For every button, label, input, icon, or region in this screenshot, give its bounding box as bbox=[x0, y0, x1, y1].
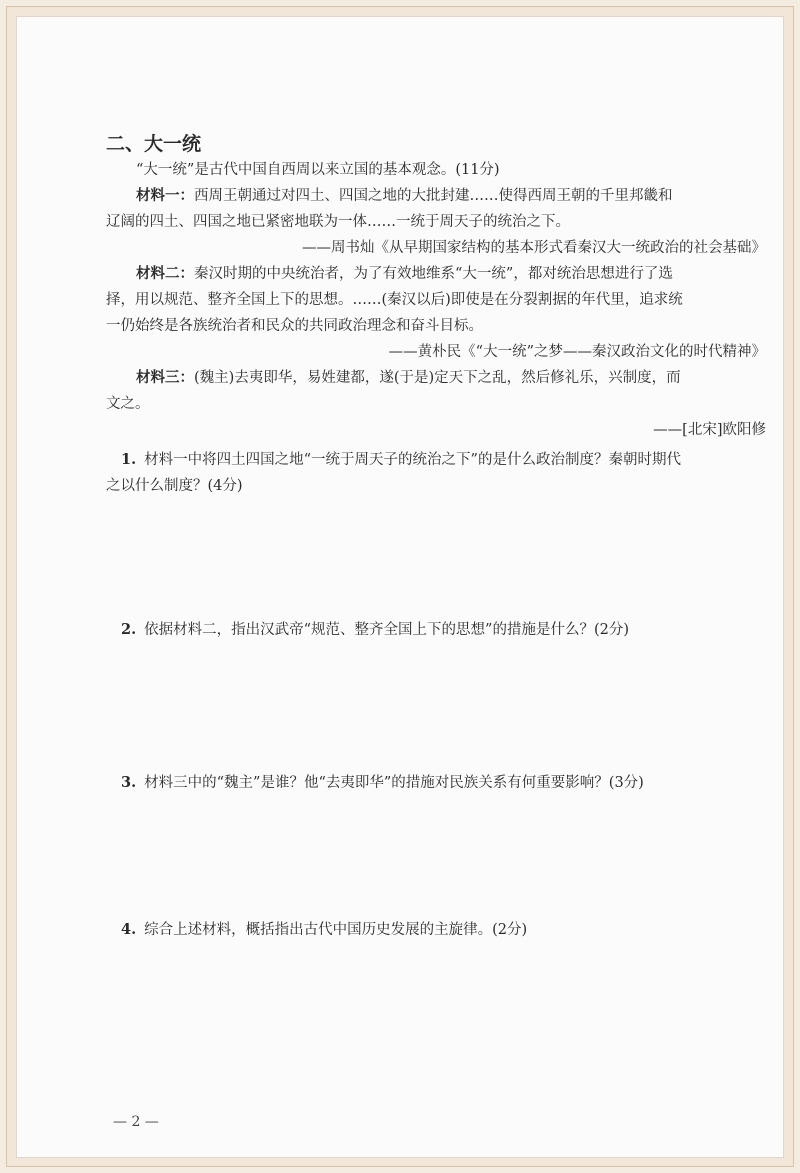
material-2-source: ——黄朴民《“大一统”之梦——秦汉政治文化的时代精神》 bbox=[388, 344, 766, 360]
material-2-text: 秦汉时期的中央统治者，为了有效地维系“大一统”，都对统治思想进行了选 bbox=[194, 266, 673, 282]
document-page bbox=[16, 16, 784, 1158]
material-3-text: (魏主)去夷即华，易姓建都，遂(于是)定天下之乱，然后修礼乐，兴制度，而 bbox=[194, 370, 681, 386]
question-2-number: 2. bbox=[121, 621, 137, 638]
material-3-line-2: 文之。 bbox=[106, 396, 150, 412]
material-2-label: 材料二： bbox=[136, 265, 194, 282]
section-title: 二、大一统 bbox=[106, 133, 202, 155]
material-3-label: 材料三： bbox=[136, 369, 194, 386]
question-3-number: 3. bbox=[121, 774, 137, 791]
question-4-text: 综合上述材料，概括指出古代中国历史发展的主旋律。(2分) bbox=[144, 922, 528, 938]
material-2-line-3: 一仍始终是各族统治者和民众的共同政治理念和奋斗目标。 bbox=[106, 318, 483, 334]
question-3 bbox=[121, 770, 761, 796]
question-2-text: 依据材料二，指出汉武帝“规范、整齐全国上下的思想”的措施是什么？(2分) bbox=[144, 622, 630, 638]
material-1-label: 材料一： bbox=[136, 187, 194, 204]
page-number: — 2 — bbox=[113, 1114, 159, 1130]
material-1-line-2: 辽阔的四土、四国之地已紧密地联为一体……一统于周天子的统治之下。 bbox=[106, 214, 570, 230]
material-1-source: ——周书灿《从早期国家结构的基本形式看秦汉大一统政治的社会基础》 bbox=[302, 240, 766, 256]
question-1 bbox=[121, 447, 761, 473]
question-2 bbox=[121, 617, 761, 643]
material-3-line-1 bbox=[106, 365, 796, 391]
material-1-text: 西周王朝通过对四土、四国之地的大批封建……使得西周王朝的千里邦畿和 bbox=[194, 188, 673, 204]
question-1-text: 材料一中将四土四国之地“一统于周天子的统治之下”的是什么政治制度？秦朝时期代 bbox=[144, 452, 681, 468]
question-4-number: 4. bbox=[121, 921, 137, 938]
material-2-line-1 bbox=[106, 261, 796, 287]
question-1-number: 1. bbox=[121, 451, 137, 468]
material-2-line-2: 择，用以规范、整齐全国上下的思想。……(秦汉以后)即使是在分裂割据的年代里，追求统 bbox=[106, 292, 683, 308]
material-1-line-1 bbox=[106, 183, 796, 209]
question-4 bbox=[121, 917, 761, 943]
section-intro: “大一统”是古代中国自西周以来立国的基本观念。(11分) bbox=[136, 162, 500, 178]
material-3-source: ——[北宋]欧阳修 bbox=[653, 422, 766, 438]
question-1-line-2: 之以什么制度？(4分) bbox=[106, 478, 243, 494]
question-3-text: 材料三中的“魏主”是谁？他“去夷即华”的措施对民族关系有何重要影响？(3分) bbox=[144, 775, 644, 791]
